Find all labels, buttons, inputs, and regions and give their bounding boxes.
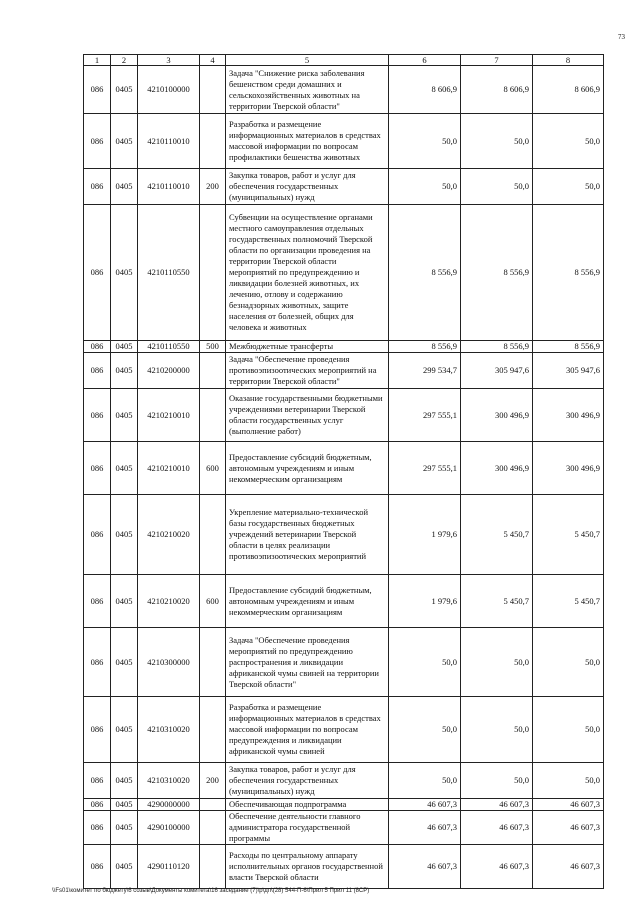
target-article-cell: 4290100000	[138, 811, 200, 845]
table-row	[84, 114, 604, 169]
description-cell: Задача "Обеспечение проведения противоэпизоотических мероприятий на территории Тверской области"	[226, 353, 389, 389]
amount-year3-cell: 50,0	[533, 114, 604, 169]
amount-year2-cell: 5 450,7	[461, 575, 533, 628]
amount-year2-cell: 46 607,3	[461, 799, 533, 811]
amount-year3-cell: 50,0	[533, 697, 604, 763]
amount-year2-cell: 50,0	[461, 169, 533, 205]
section-cell: 0405	[111, 628, 138, 697]
amount-year2-cell: 300 496,9	[461, 442, 533, 495]
amount-year3-cell: 50,0	[533, 763, 604, 799]
description-cell: Закупка товаров, работ и услуг для обеспечения государственных (муниципальных) нужд	[226, 763, 389, 799]
kvsr-cell: 086	[84, 353, 111, 389]
target-article-cell: 4210110550	[138, 205, 200, 341]
expense-type-cell	[200, 389, 226, 442]
amount-year2-cell: 50,0	[461, 628, 533, 697]
header-cell: 4	[200, 55, 226, 66]
kvsr-cell: 086	[84, 845, 111, 889]
amount-year1-cell: 8 556,9	[389, 205, 461, 341]
page-number: 73	[618, 33, 625, 41]
amount-year1-cell: 46 607,3	[389, 799, 461, 811]
footer-file-path: \\Fs01\комитет по бюджету\6 созыв\Документы комитета\16 заседание (7)\р\дп\(28) 544-П-6\Прил 5 Прил 11 (8СР)	[52, 888, 370, 894]
target-article-cell: 4210200000	[138, 353, 200, 389]
table-row	[84, 845, 604, 889]
table-row	[84, 353, 604, 389]
section-cell: 0405	[111, 353, 138, 389]
target-article-cell: 4210310020	[138, 697, 200, 763]
expense-type-cell	[200, 353, 226, 389]
kvsr-cell: 086	[84, 799, 111, 811]
target-article-cell: 4210300000	[138, 628, 200, 697]
kvsr-cell: 086	[84, 575, 111, 628]
kvsr-cell: 086	[84, 628, 111, 697]
amount-year1-cell: 46 607,3	[389, 811, 461, 845]
section-cell: 0405	[111, 845, 138, 889]
table-row	[84, 205, 604, 341]
amount-year1-cell: 46 607,3	[389, 845, 461, 889]
kvsr-cell: 086	[84, 66, 111, 114]
target-article-cell: 4210110010	[138, 169, 200, 205]
header-cell: 8	[533, 55, 604, 66]
expense-type-cell	[200, 811, 226, 845]
header-cell: 6	[389, 55, 461, 66]
amount-year3-cell: 5 450,7	[533, 575, 604, 628]
section-cell: 0405	[111, 495, 138, 575]
section-cell: 0405	[111, 442, 138, 495]
header-cell: 2	[111, 55, 138, 66]
expense-type-cell: 600	[200, 575, 226, 628]
amount-year1-cell: 1 979,6	[389, 495, 461, 575]
table-row	[84, 389, 604, 442]
table-row	[84, 628, 604, 697]
section-cell: 0405	[111, 763, 138, 799]
target-article-cell: 4210110010	[138, 114, 200, 169]
amount-year3-cell: 46 607,3	[533, 799, 604, 811]
target-article-cell: 4210210020	[138, 575, 200, 628]
expense-type-cell	[200, 66, 226, 114]
kvsr-cell: 086	[84, 169, 111, 205]
expense-type-cell: 500	[200, 341, 226, 353]
expense-type-cell: 200	[200, 169, 226, 205]
kvsr-cell: 086	[84, 495, 111, 575]
amount-year3-cell: 8 556,9	[533, 341, 604, 353]
table-row	[84, 169, 604, 205]
kvsr-cell: 086	[84, 389, 111, 442]
header-cell: 3	[138, 55, 200, 66]
kvsr-cell: 086	[84, 763, 111, 799]
amount-year3-cell: 8 606,9	[533, 66, 604, 114]
amount-year2-cell: 8 556,9	[461, 205, 533, 341]
target-article-cell: 4210100000	[138, 66, 200, 114]
table-row	[84, 811, 604, 845]
section-cell: 0405	[111, 169, 138, 205]
description-cell: Межбюджетные трансферты	[226, 341, 389, 353]
amount-year1-cell: 8 606,9	[389, 66, 461, 114]
amount-year1-cell: 50,0	[389, 763, 461, 799]
kvsr-cell: 086	[84, 205, 111, 341]
target-article-cell: 4290000000	[138, 799, 200, 811]
amount-year3-cell: 46 607,3	[533, 811, 604, 845]
amount-year2-cell: 50,0	[461, 114, 533, 169]
section-cell: 0405	[111, 389, 138, 442]
table-row	[84, 66, 604, 114]
target-article-cell: 4210310020	[138, 763, 200, 799]
expense-type-cell	[200, 205, 226, 341]
section-cell: 0405	[111, 811, 138, 845]
amount-year1-cell: 1 979,6	[389, 575, 461, 628]
header-row	[84, 55, 604, 66]
table-row	[84, 799, 604, 811]
table-row	[84, 495, 604, 575]
header-cell: 1	[84, 55, 111, 66]
budget-table	[83, 54, 604, 889]
expense-type-cell: 600	[200, 442, 226, 495]
description-cell: Закупка товаров, работ и услуг для обеспечения государственных (муниципальных) нужд	[226, 169, 389, 205]
section-cell: 0405	[111, 66, 138, 114]
amount-year3-cell: 300 496,9	[533, 389, 604, 442]
amount-year3-cell: 50,0	[533, 169, 604, 205]
expense-type-cell	[200, 799, 226, 811]
amount-year2-cell: 8 556,9	[461, 341, 533, 353]
kvsr-cell: 086	[84, 114, 111, 169]
amount-year1-cell: 50,0	[389, 169, 461, 205]
amount-year2-cell: 5 450,7	[461, 495, 533, 575]
target-article-cell: 4290110120	[138, 845, 200, 889]
expense-type-cell	[200, 697, 226, 763]
amount-year1-cell: 297 555,1	[389, 442, 461, 495]
description-cell: Оказание государственными бюджетными учреждениями ветеринарии Тверской области государственных услуг (выполнение работ)	[226, 389, 389, 442]
expense-type-cell	[200, 628, 226, 697]
target-article-cell: 4210210020	[138, 495, 200, 575]
kvsr-cell: 086	[84, 341, 111, 353]
amount-year3-cell: 305 947,6	[533, 353, 604, 389]
description-cell: Задача "Снижение риска заболевания бешенством среди домашних и сельскохозяйственных животных на территории Тверской области"	[226, 66, 389, 114]
target-article-cell: 4210210010	[138, 389, 200, 442]
amount-year1-cell: 50,0	[389, 697, 461, 763]
description-cell: Предоставление субсидий бюджетным, автономным учреждениям и иным некоммерческим организациям	[226, 442, 389, 495]
table-row	[84, 575, 604, 628]
amount-year2-cell: 50,0	[461, 763, 533, 799]
table-body	[84, 66, 604, 889]
amount-year1-cell: 297 555,1	[389, 389, 461, 442]
table-row	[84, 763, 604, 799]
table-row	[84, 442, 604, 495]
table-row	[84, 341, 604, 353]
section-cell: 0405	[111, 697, 138, 763]
amount-year2-cell: 46 607,3	[461, 845, 533, 889]
section-cell: 0405	[111, 575, 138, 628]
expense-type-cell	[200, 495, 226, 575]
amount-year2-cell: 50,0	[461, 697, 533, 763]
amount-year1-cell: 8 556,9	[389, 341, 461, 353]
description-cell: Разработка и размещение информационных материалов в средствах массовой информации по вопросам профилактики бешенства животных	[226, 114, 389, 169]
description-cell: Обеспечение деятельности главного администратора государственной программы	[226, 811, 389, 845]
amount-year3-cell: 50,0	[533, 628, 604, 697]
amount-year2-cell: 46 607,3	[461, 811, 533, 845]
kvsr-cell: 086	[84, 442, 111, 495]
expense-type-cell	[200, 114, 226, 169]
target-article-cell: 4210110550	[138, 341, 200, 353]
kvsr-cell: 086	[84, 697, 111, 763]
target-article-cell: 4210210010	[138, 442, 200, 495]
section-cell: 0405	[111, 341, 138, 353]
table-row	[84, 697, 604, 763]
description-cell: Разработка и размещение информационных материалов в средствах массовой информации по вопросам предупреждения и ликвидации африканской чумы свиней	[226, 697, 389, 763]
header-cell: 5	[226, 55, 389, 66]
expense-type-cell: 200	[200, 763, 226, 799]
amount-year1-cell: 50,0	[389, 628, 461, 697]
amount-year3-cell: 46 607,3	[533, 845, 604, 889]
amount-year1-cell: 50,0	[389, 114, 461, 169]
description-cell: Укрепление материально-технической базы государственных бюджетных учреждений ветеринарии Тверской области в целях реализации противоэпизоотических мероприятий	[226, 495, 389, 575]
amount-year1-cell: 299 534,7	[389, 353, 461, 389]
kvsr-cell: 086	[84, 811, 111, 845]
section-cell: 0405	[111, 114, 138, 169]
description-cell: Задача "Обеспечение проведения мероприятий по предупреждению распространения и ликвидации африканской чумы свиней на территории Тверской области"	[226, 628, 389, 697]
amount-year2-cell: 8 606,9	[461, 66, 533, 114]
amount-year2-cell: 300 496,9	[461, 389, 533, 442]
section-cell: 0405	[111, 205, 138, 341]
description-cell: Расходы по центральному аппарату исполнительных органов государственной власти Тверской области	[226, 845, 389, 889]
header-cell: 7	[461, 55, 533, 66]
amount-year3-cell: 8 556,9	[533, 205, 604, 341]
description-cell: Обеспечивающая подпрограмма	[226, 799, 389, 811]
description-cell: Субвенции на осуществление органами местного самоуправления отдельных государственных полномочий Тверской области по организации проведения на территории Тверской области мероприятий по предупреждению и ликвидации болезней животных, их лечению, отлову и содержанию безнадзорных животных, защите населения от болезней, общих для человека и животных	[226, 205, 389, 341]
amount-year3-cell: 300 496,9	[533, 442, 604, 495]
section-cell: 0405	[111, 799, 138, 811]
description-cell: Предоставление субсидий бюджетным, автономным учреждениям и иным некоммерческим организациям	[226, 575, 389, 628]
amount-year2-cell: 305 947,6	[461, 353, 533, 389]
amount-year3-cell: 5 450,7	[533, 495, 604, 575]
expense-type-cell	[200, 845, 226, 889]
